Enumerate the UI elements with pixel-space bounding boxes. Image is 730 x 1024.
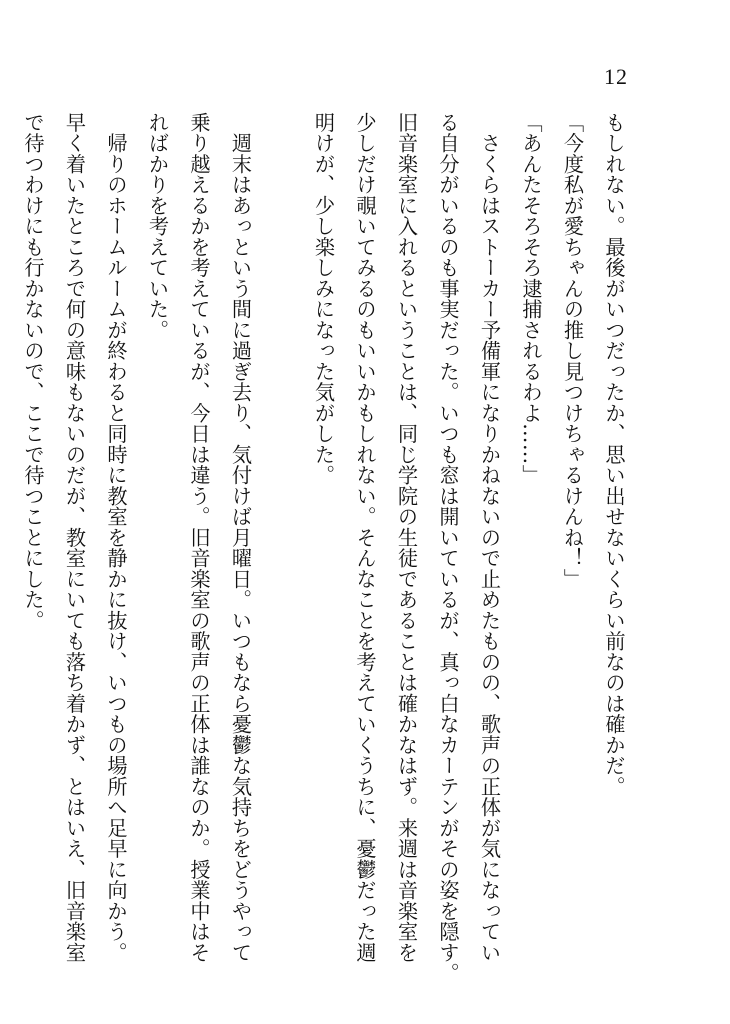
text-line: 少しだけ覗いてみるのもいいかもしれない。そんなことを考えていくうちに、憂鬱だった週 <box>353 112 377 963</box>
text-line: 「今度私が愛ちゃんの推し見つけちゃるけんね！」 <box>560 112 585 590</box>
text-line: さくらはストーカー予備軍になりかねないので止めたものの、歌声の正体が気になってい <box>477 112 502 963</box>
text-line: 乗り越えるかを考えているが、今日は違う。旧音楽室の歌声の正体は誰なのか。授業中はそ <box>187 112 211 963</box>
text-line: もしれない。最後がいつだったか、思い出せないくらい前なのは確かだ。 <box>602 112 626 797</box>
text-line: る自分がいるのも事実だった。いつも窓は開いているが、真っ白なカーテンがその姿を隠す。 <box>436 112 460 984</box>
text-line: 週末はあっという間に過ぎ去り、気付けば月曜日。いつもなら憂鬱な気持ちをどうやって <box>228 112 253 963</box>
text-line: ればかりを考えていた。 <box>145 112 170 341</box>
text-line: 早く着いたところで何の意味もないのだが、教室にいても落ち着かず、とはいえ、旧音楽室 <box>62 112 87 963</box>
text-line: 明けが、少し楽しみになった気がした。 <box>311 112 336 486</box>
text-line: で待つわけにも行かないので、ここで待つことにした。 <box>21 112 45 631</box>
text-line: 「あんたそろそろ逮捕されるわよ……」 <box>519 112 543 486</box>
page-number: 12 <box>604 64 628 89</box>
novel-text-block <box>12 112 635 982</box>
text-line: 帰りのホームルームが終わると同時に教室を静かに抜け、いつもの場所へ足早に向かう。 <box>104 112 128 963</box>
text-line: 旧音楽室に入れるということは、同じ学院の生徒であることは確かなはず。来週は音楽室を <box>394 112 419 963</box>
blank-line <box>261 112 303 982</box>
